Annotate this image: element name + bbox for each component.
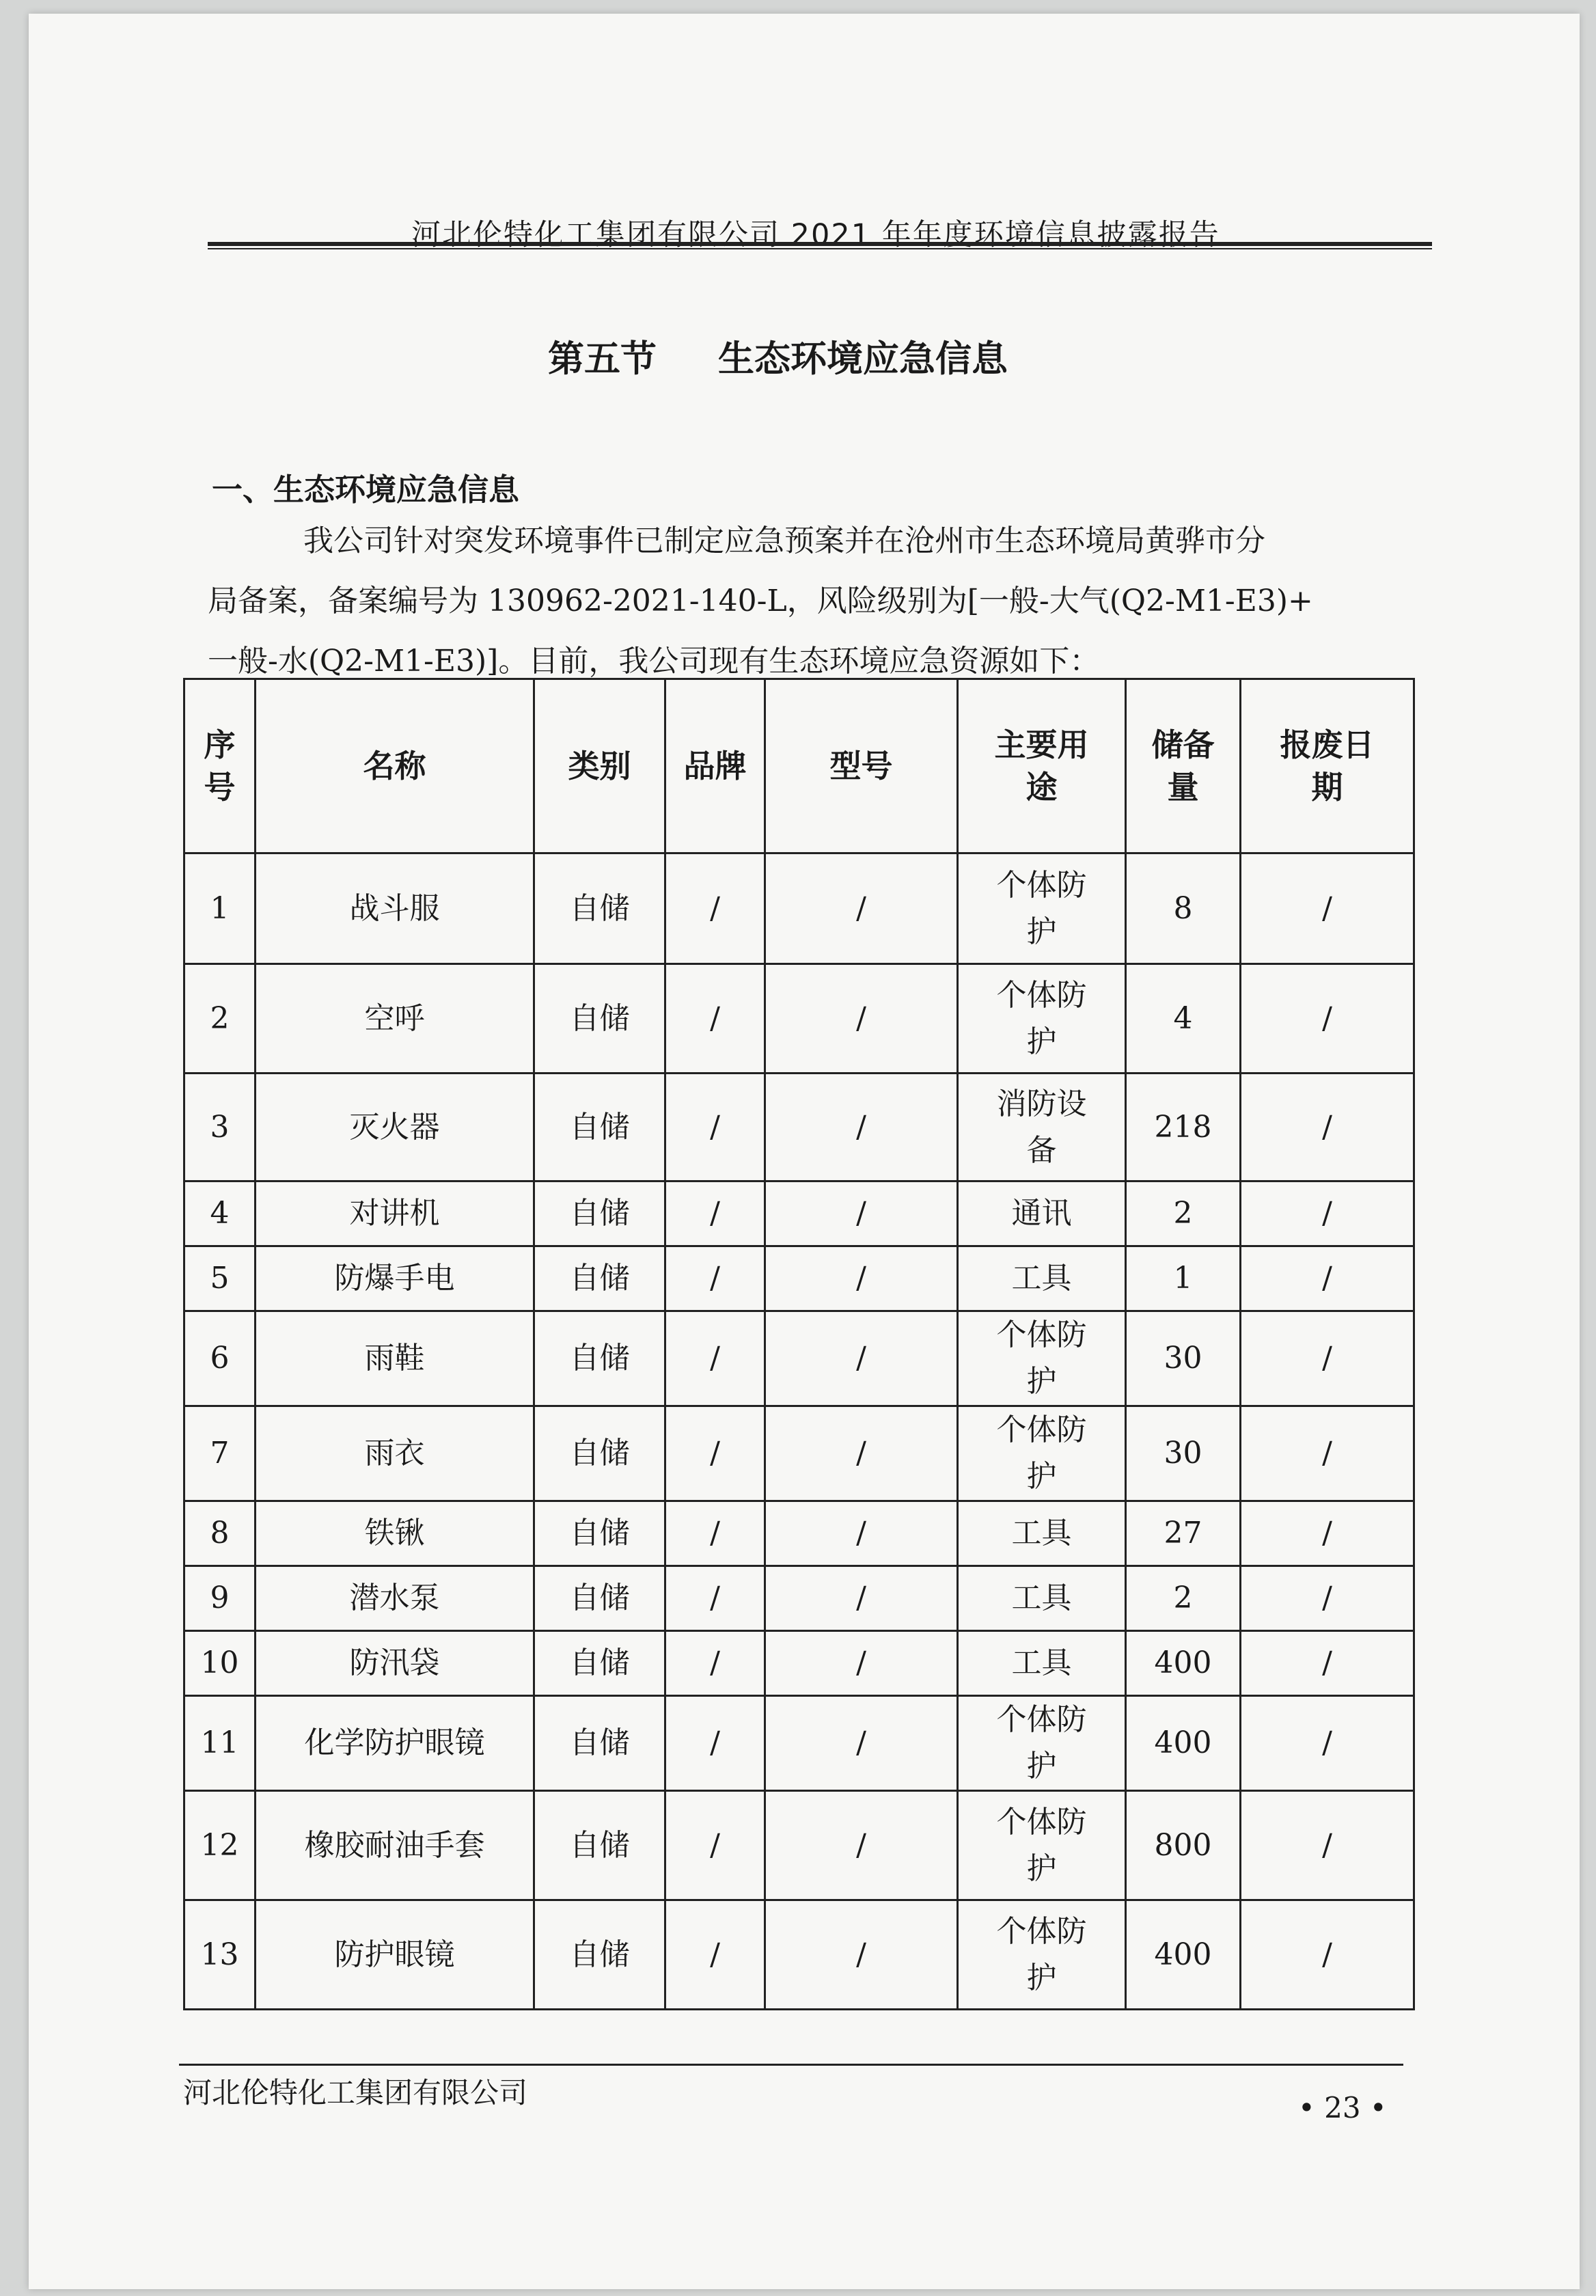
table-cell: 战斗服 — [256, 853, 534, 964]
table-cell: 防汛袋 — [256, 1631, 534, 1696]
table-cell: 2 — [184, 964, 256, 1074]
table-cell: / — [1241, 1406, 1414, 1501]
table-cell: 9 — [184, 1566, 256, 1631]
table-row — [184, 1900, 1414, 2010]
table-cell: / — [765, 1566, 958, 1631]
table-cell: / — [665, 1791, 765, 1900]
table-cell: / — [1241, 1311, 1414, 1406]
table-cell: / — [1241, 1631, 1414, 1696]
header-cell: 型号 — [765, 679, 958, 853]
table-cell: 2 — [1126, 1181, 1241, 1246]
table-cell: 自储 — [534, 853, 665, 964]
section-title: 生态环境应急信息 — [718, 338, 1008, 380]
header-cell: 主要用途 — [958, 679, 1126, 853]
table-row — [184, 1696, 1414, 1791]
table-cell: / — [765, 853, 958, 964]
table-cell: 空呼 — [256, 964, 534, 1074]
table-cell: 个体防护 — [958, 1791, 1126, 1900]
table-cell: / — [665, 853, 765, 964]
table-cell: 800 — [1126, 1791, 1241, 1900]
table-cell: 个体防护 — [958, 1900, 1126, 2010]
table-cell: / — [1241, 1791, 1414, 1900]
table-cell: / — [1241, 1566, 1414, 1631]
table-cell: 10 — [184, 1631, 256, 1696]
footer-company: 河北伦特化工集团有限公司 — [183, 2076, 528, 2109]
table-cell: 铁锹 — [256, 1501, 534, 1566]
table-row — [184, 1074, 1414, 1181]
table-cell: / — [1241, 1074, 1414, 1181]
table-cell: / — [765, 1791, 958, 1900]
table-cell: / — [665, 1696, 765, 1791]
table-cell: 个体防护 — [958, 1696, 1126, 1791]
intro-line: 局备案，备案编号为 130962-2021-140-L，风险级别为[一般-大气(Q2-M1-E3)+ — [208, 584, 1313, 618]
table-cell: 自储 — [534, 1631, 665, 1696]
table-cell: 自储 — [534, 1900, 665, 2010]
table-cell: / — [665, 1900, 765, 2010]
table-cell: 自储 — [534, 1791, 665, 1900]
table-cell: 雨鞋 — [256, 1311, 534, 1406]
intro-paragraph — [208, 511, 1451, 692]
table-row — [184, 1406, 1414, 1501]
table-cell: 潜水泵 — [256, 1566, 534, 1631]
table-cell: 7 — [184, 1406, 256, 1501]
table-cell: / — [1241, 1696, 1414, 1791]
table-cell: / — [665, 1074, 765, 1181]
table-cell: / — [665, 964, 765, 1074]
table-cell: 6 — [184, 1311, 256, 1406]
table-cell: / — [765, 1696, 958, 1791]
table-row — [184, 964, 1414, 1074]
table-cell: / — [665, 1566, 765, 1631]
table-cell: / — [665, 1246, 765, 1311]
table-cell: / — [765, 1631, 958, 1696]
footer-rule — [179, 2064, 1403, 2066]
table-cell: 工具 — [958, 1566, 1126, 1631]
table-cell: 自储 — [534, 1696, 665, 1791]
table-row — [184, 1181, 1414, 1246]
table-row — [184, 853, 1414, 964]
table-cell: 2 — [1126, 1566, 1241, 1631]
page-number: • 23 • — [1298, 2091, 1387, 2124]
table-cell: / — [665, 1406, 765, 1501]
table-cell: 11 — [184, 1696, 256, 1791]
table-cell: 自储 — [534, 1501, 665, 1566]
table-cell: / — [765, 1406, 958, 1501]
table-cell: 自储 — [534, 1566, 665, 1631]
table-cell: / — [765, 1181, 958, 1246]
table-cell: / — [765, 1074, 958, 1181]
table-cell: 5 — [184, 1246, 256, 1311]
table-cell: 雨衣 — [256, 1406, 534, 1501]
table-row — [184, 1501, 1414, 1566]
table-cell: 218 — [1126, 1074, 1241, 1181]
table-cell: 个体防护 — [958, 1311, 1126, 1406]
table-cell: 12 — [184, 1791, 256, 1900]
table-cell: 27 — [1126, 1501, 1241, 1566]
table-cell: / — [1241, 1246, 1414, 1311]
header-cell: 名称 — [256, 679, 534, 853]
table-cell: 个体防护 — [958, 964, 1126, 1074]
table-cell: 400 — [1126, 1900, 1241, 2010]
header-cell: 品牌 — [665, 679, 765, 853]
table-cell: 化学防护眼镜 — [256, 1696, 534, 1791]
table-cell: / — [665, 1311, 765, 1406]
running-header: 河北伦特化工集团有限公司 2021 年年度环境信息披露报告 — [411, 218, 1220, 252]
table-cell: / — [665, 1501, 765, 1566]
table-row — [184, 1246, 1414, 1311]
table-row — [184, 1631, 1414, 1696]
header-cell: 序号 — [184, 679, 256, 853]
header-cell: 类别 — [534, 679, 665, 853]
table-cell: / — [1241, 1181, 1414, 1246]
table-cell: 个体防护 — [958, 853, 1126, 964]
section-number: 第五节 — [548, 338, 657, 380]
table-cell: 消防设备 — [958, 1074, 1126, 1181]
intro-line: 一般-水(Q2-M1-E3)]。目前，我公司现有生态环境应急资源如下： — [208, 644, 1100, 679]
table-cell: 橡胶耐油手套 — [256, 1791, 534, 1900]
table-cell: 自储 — [534, 1406, 665, 1501]
table-cell: 对讲机 — [256, 1181, 534, 1246]
table-header-row — [184, 679, 1414, 853]
table-cell: 灭火器 — [256, 1074, 534, 1181]
table-cell: 工具 — [958, 1246, 1126, 1311]
header-cell: 储备量 — [1126, 679, 1241, 853]
table-cell: / — [665, 1181, 765, 1246]
header-rule — [208, 242, 1432, 249]
table-cell: 自储 — [534, 1074, 665, 1181]
emergency-resources-table — [183, 678, 1415, 2010]
table-row — [184, 1566, 1414, 1631]
table-cell: 自储 — [534, 1181, 665, 1246]
table-cell: 3 — [184, 1074, 256, 1181]
table-cell: 自储 — [534, 964, 665, 1074]
table-cell: 30 — [1126, 1311, 1241, 1406]
table-cell: 自储 — [534, 1246, 665, 1311]
table-cell: / — [1241, 853, 1414, 964]
table-cell: / — [765, 1900, 958, 2010]
section-heading — [548, 330, 1008, 382]
intro-line: 我公司针对突发环境事件已制定应急预案并在沧州市生态环境局黄骅市分 — [303, 523, 1265, 558]
table-cell: 防护眼镜 — [256, 1900, 534, 2010]
table-cell: 工具 — [958, 1631, 1126, 1696]
table-cell: 4 — [1126, 964, 1241, 1074]
table-cell: / — [765, 964, 958, 1074]
table-cell: / — [1241, 1501, 1414, 1566]
table-cell: 工具 — [958, 1501, 1126, 1566]
table-cell: 防爆手电 — [256, 1246, 534, 1311]
table-cell: / — [765, 1311, 958, 1406]
table-cell: 通讯 — [958, 1181, 1126, 1246]
table-cell: / — [765, 1501, 958, 1566]
table-cell: 13 — [184, 1900, 256, 2010]
table-cell: 8 — [1126, 853, 1241, 964]
table-cell: 自储 — [534, 1311, 665, 1406]
table-cell: / — [765, 1246, 958, 1311]
table-cell: 4 — [184, 1181, 256, 1246]
table-row — [184, 1311, 1414, 1406]
table-cell: 400 — [1126, 1631, 1241, 1696]
table-cell: 1 — [1126, 1246, 1241, 1311]
table-cell: 400 — [1126, 1696, 1241, 1791]
table-cell: / — [1241, 1900, 1414, 2010]
table-cell: / — [1241, 964, 1414, 1074]
table-cell: 个体防护 — [958, 1406, 1126, 1501]
table-row — [184, 1791, 1414, 1900]
header-cell: 报废日期 — [1241, 679, 1414, 853]
subsection-heading: 一、生态环境应急信息 — [212, 472, 520, 508]
table-cell: / — [665, 1631, 765, 1696]
table-cell: 1 — [184, 853, 256, 964]
table-cell: 30 — [1126, 1406, 1241, 1501]
table-cell: 8 — [184, 1501, 256, 1566]
